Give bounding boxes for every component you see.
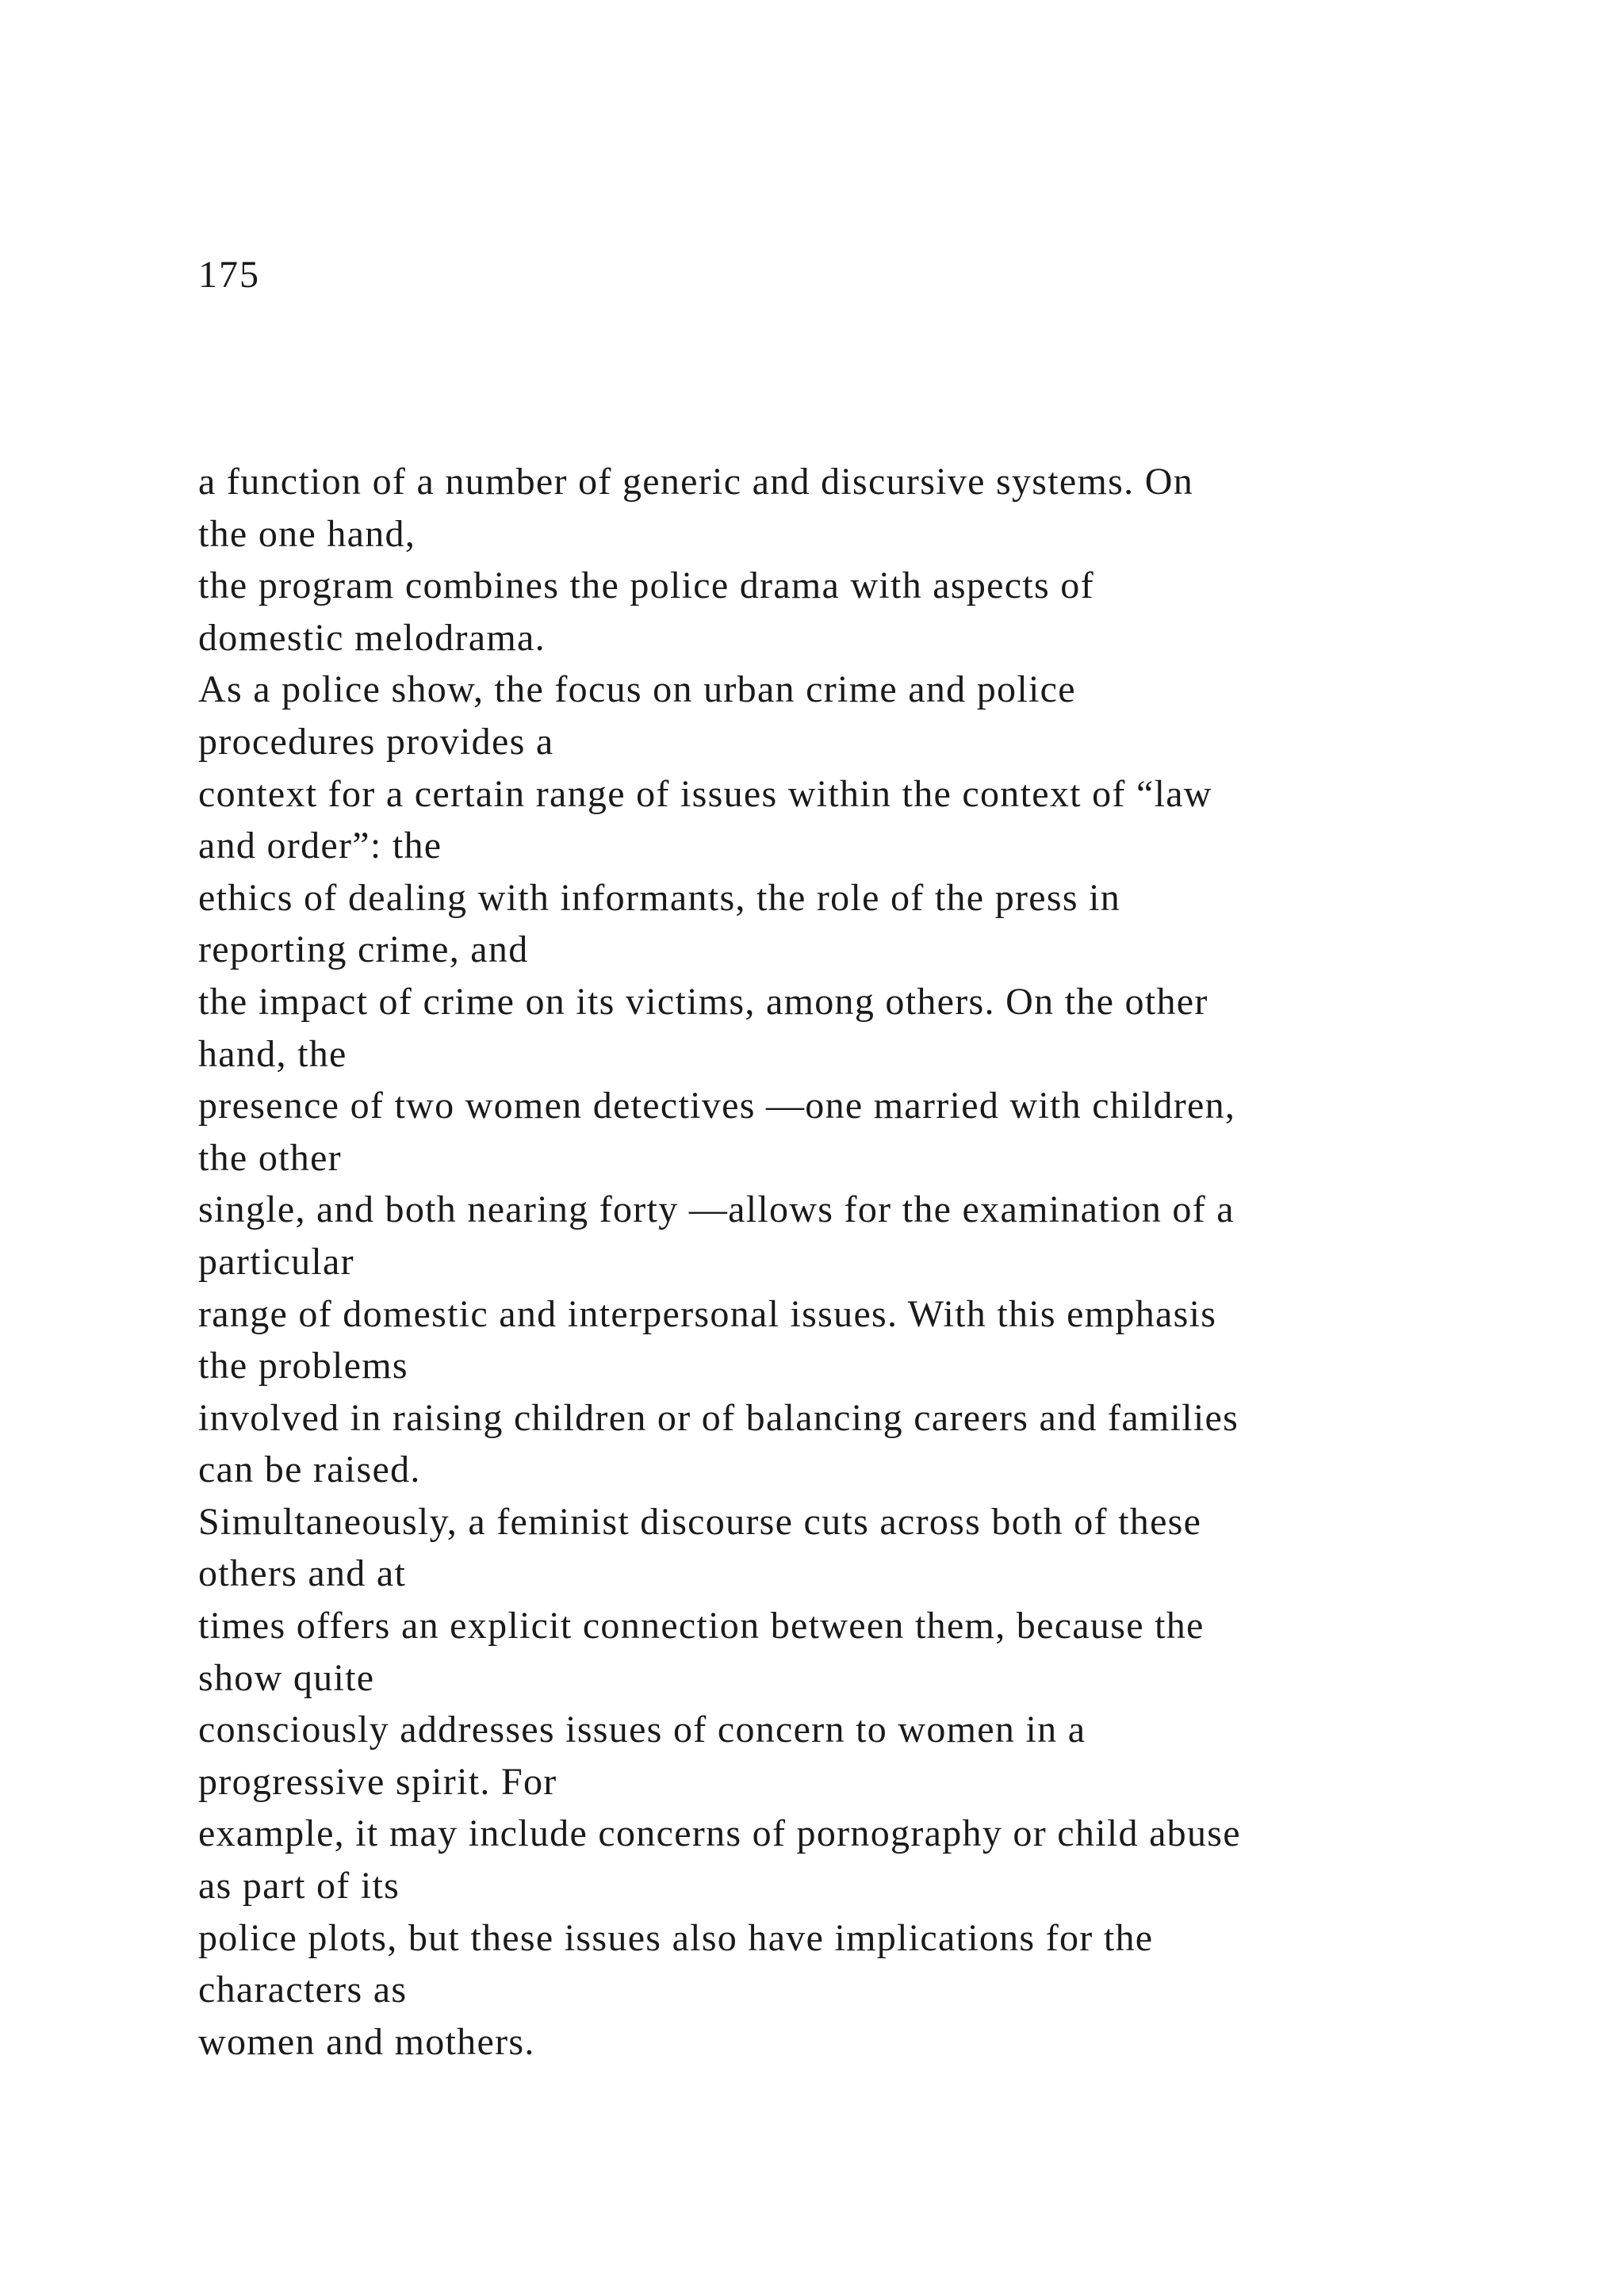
text-line: particular [198,1240,354,1283]
text-line: reporting crime, and [198,928,529,971]
text-line: and order”: the [198,825,442,867]
text-line: ethics of dealing with informants, the role of the press in [198,876,1121,919]
text-line: range of domestic and interpersonal issues. With this emphasis [198,1292,1217,1335]
text-line: procedures provides a [198,720,554,763]
text-line: single, and both nearing forty —allows for the examination of a [198,1188,1235,1231]
text-line: context for a certain range of issues within the context of “law [198,772,1212,815]
text-line: consciously addresses issues of concern to women in a [198,1709,1086,1751]
text-line: others and at [198,1552,407,1595]
text-line: show quite [198,1656,375,1699]
text-line: the impact of crime on its victims, among others. On the other [198,980,1208,1023]
text-line: the program combines the police drama with aspects of [198,564,1094,607]
text-line: the one hand, [198,512,416,555]
text-line: times offers an explicit connection between them, because the [198,1605,1205,1647]
text-line: the problems [198,1345,408,1387]
page-number: 175 [198,254,260,296]
text-line: domestic melodrama. [198,616,546,659]
text-line: progressive spirit. For [198,1760,557,1803]
text-line: example, it may include concerns of pornography or child abuse [198,1812,1241,1855]
text-line: hand, the [198,1032,347,1075]
text-line: as part of its [198,1865,400,1908]
text-line: characters as [198,1969,408,2011]
text-line: women and mothers. [198,2020,535,2063]
text-line: the other [198,1136,342,1179]
body-text [198,456,1507,2068]
text-line: Simultaneously, a feminist discourse cuts across both of these [198,1500,1202,1543]
text-line: involved in raising children or of balancing careers and families [198,1396,1239,1439]
text-line: a function of a number of generic and discursive systems. On [198,461,1194,503]
text-line: police plots, but these issues also have implications for the [198,1916,1154,1959]
text-line: can be raised. [198,1448,421,1491]
text-line: presence of two women detectives —one married with children, [198,1085,1236,1127]
text-line: As a police show, the focus on urban crime and police [198,668,1076,711]
